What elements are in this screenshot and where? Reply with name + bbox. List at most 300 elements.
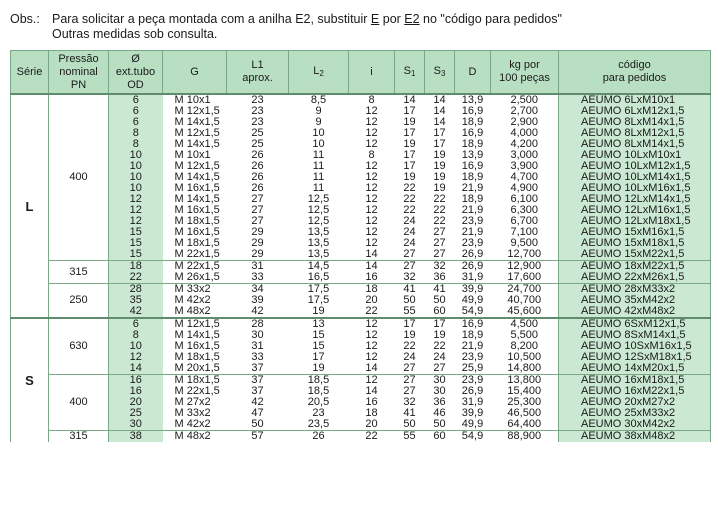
header-l1: L1 aprox. bbox=[227, 51, 289, 95]
table-cell: 12 bbox=[349, 375, 395, 387]
order-code-cell: AEUMO 15xM22x1,5 bbox=[559, 249, 711, 261]
table-cell: 27 bbox=[433, 362, 446, 374]
table-cell: 12,5 bbox=[307, 193, 330, 205]
table-cell: 35 bbox=[109, 295, 163, 306]
table-cell: 19 bbox=[433, 329, 446, 341]
table-cell: 41 bbox=[395, 284, 425, 296]
table-cell: 16 bbox=[365, 271, 378, 283]
order-code-cell: AEUMO 16xM18x1,5 bbox=[559, 375, 711, 387]
table-cell: 22 bbox=[403, 340, 416, 352]
table-cell: 4,500 bbox=[491, 318, 559, 330]
header-s1: $S_1$ bbox=[395, 51, 425, 95]
table-cell: 13,800 bbox=[491, 375, 559, 387]
table-cell: 16,9 bbox=[461, 127, 484, 139]
table-cell: 24,700 bbox=[491, 284, 559, 296]
table-cell: 37 bbox=[227, 375, 289, 387]
table-cell: 12 bbox=[365, 204, 378, 216]
table-cell: 12,5 bbox=[307, 215, 330, 227]
table-cell: 14 bbox=[349, 261, 395, 273]
table-cell: 12 bbox=[365, 116, 378, 128]
table-cell: 14 bbox=[109, 363, 163, 375]
table-cell: 28 bbox=[227, 318, 289, 330]
table-cell: 49,9 bbox=[461, 418, 484, 430]
table-cell: 5,500 bbox=[510, 329, 539, 341]
table-cell: 27 bbox=[403, 362, 416, 374]
header-d: D bbox=[455, 51, 491, 95]
header-weight: kg por 100 peças bbox=[491, 51, 559, 95]
table-cell: 33 bbox=[251, 351, 264, 363]
order-code-cell: AEUMO 12LxM18x1,5 bbox=[559, 216, 711, 227]
table-cell: 18,9 bbox=[461, 329, 484, 341]
table-cell: 6 bbox=[109, 117, 163, 128]
order-code-cell: AEUMO 12SxM18x1,5 bbox=[559, 352, 711, 363]
table-cell: 36 bbox=[433, 271, 446, 283]
table-cell: 16 bbox=[109, 375, 163, 387]
observations-note bbox=[10, 12, 562, 42]
order-code-cell: AEUMO 10LxM14x1,5 bbox=[559, 172, 711, 183]
table-cell: 39,9 bbox=[461, 407, 484, 419]
table-cell: 8,5 bbox=[289, 94, 349, 106]
table-cell: 26 bbox=[251, 149, 264, 161]
table-cell: 50 bbox=[433, 418, 446, 430]
table-cell: 19 bbox=[403, 116, 416, 128]
table-cell: M 20x1,5 bbox=[174, 362, 220, 374]
table-cell: M 16x1,5 bbox=[174, 204, 220, 216]
table-cell: 26 bbox=[251, 160, 264, 172]
table-cell: 23,9 bbox=[455, 375, 491, 387]
table-cell: 7,100 bbox=[510, 226, 539, 238]
table-cell: 20,5 bbox=[307, 396, 330, 408]
table-cell: M 27x2 bbox=[174, 396, 211, 408]
table-cell: 15 bbox=[109, 227, 163, 238]
table-cell: 15 bbox=[109, 249, 163, 261]
table-cell: 14 bbox=[433, 105, 446, 117]
table-cell: 9 bbox=[315, 105, 322, 117]
note-line-1: Obs.: Para solicitar a peça montada com a anilha E2, substituir E por E2 no "código para pedidos" bbox=[10, 12, 562, 26]
table-cell: 17 bbox=[312, 351, 325, 363]
table-cell: 12 bbox=[365, 237, 378, 249]
table-cell: 10 bbox=[109, 150, 163, 161]
order-code-cell: AEUMO 12LxM14x1,5 bbox=[559, 194, 711, 205]
header-od: Ø ext.tubo OD bbox=[109, 51, 163, 95]
table-cell: 27 bbox=[433, 248, 446, 260]
table-cell: 8,200 bbox=[510, 340, 539, 352]
order-code-cell: AEUMO 10SxM16x1,5 bbox=[559, 341, 711, 352]
order-code-cell: AEUMO 8LxM14x1,5 bbox=[559, 117, 711, 128]
table-cell: 15 bbox=[109, 238, 163, 249]
table-cell: 16 bbox=[109, 386, 163, 397]
table-cell: 6 bbox=[109, 106, 163, 117]
table-cell: 30 bbox=[425, 375, 455, 387]
table-cell: 12,700 bbox=[507, 248, 542, 260]
table-cell: 30 bbox=[109, 419, 163, 431]
table-cell: 55 bbox=[395, 431, 425, 443]
table-cell: 17 bbox=[433, 127, 446, 139]
table-cell: 8 bbox=[109, 128, 163, 139]
table-cell: 18 bbox=[109, 261, 163, 273]
table-cell: 31,9 bbox=[461, 396, 484, 408]
table-cell: 18 bbox=[349, 284, 395, 296]
table-cell: 38 bbox=[109, 431, 163, 443]
table-row bbox=[11, 306, 711, 318]
table-cell: 45,600 bbox=[507, 305, 542, 317]
table-cell: 15 bbox=[312, 329, 325, 341]
table-cell: 4,900 bbox=[510, 182, 539, 194]
table-cell: 12 bbox=[365, 138, 378, 150]
table-cell: 18 bbox=[365, 407, 378, 419]
table-cell: 17 bbox=[403, 149, 416, 161]
table-cell: M 18x1,5 bbox=[174, 215, 220, 227]
table-cell: 13,9 bbox=[455, 94, 491, 106]
table-cell: 50 bbox=[403, 294, 416, 306]
table-cell: 8 bbox=[368, 149, 375, 161]
table-cell: 16 bbox=[365, 396, 378, 408]
table-cell: 17 bbox=[395, 318, 425, 330]
table-cell: 13,9 bbox=[461, 149, 484, 161]
table-cell: 23,9 bbox=[461, 237, 484, 249]
order-code-cell: AEUMO 20xM27x2 bbox=[559, 397, 711, 408]
order-code-cell: AEUMO 8SxM14x1,5 bbox=[559, 330, 711, 341]
order-code-cell: AEUMO 6SxM12x1,5 bbox=[559, 318, 711, 330]
table-cell: 16,9 bbox=[461, 160, 484, 172]
table-cell: 12 bbox=[365, 127, 378, 139]
table-cell: 11 bbox=[312, 182, 325, 194]
table-cell: 22 bbox=[365, 305, 378, 317]
order-code-cell: AEUMO 15xM18x1,5 bbox=[559, 238, 711, 249]
table-cell: 12 bbox=[365, 351, 378, 363]
order-code-cell: AEUMO 8LxM14x1,5 bbox=[559, 139, 711, 150]
order-code-cell: AEUMO 12LxM16x1,5 bbox=[559, 205, 711, 216]
table-cell: 4,000 bbox=[510, 127, 539, 139]
table-cell: 18,5 bbox=[289, 375, 349, 387]
table-cell: 9 bbox=[315, 116, 322, 128]
table-cell: 4,200 bbox=[510, 138, 539, 150]
table-cell: 18,9 bbox=[461, 116, 484, 128]
table-cell: 11 bbox=[312, 171, 325, 183]
table-body bbox=[11, 94, 711, 442]
table-cell: M 22x1,5 bbox=[174, 385, 220, 397]
table-cell: 24 bbox=[403, 237, 416, 249]
table-cell: M 14x1,5 bbox=[174, 138, 220, 150]
header-pressure: Pressão nominal PN bbox=[49, 51, 109, 95]
table-cell: 34 bbox=[227, 284, 289, 296]
table-cell: 26,9 bbox=[461, 385, 484, 397]
order-code-cell: AEUMO 8LxM12x1,5 bbox=[559, 128, 711, 139]
table-cell: 23 bbox=[251, 116, 264, 128]
table-cell: 16,9 bbox=[461, 105, 484, 117]
table-cell: 12 bbox=[365, 215, 378, 227]
table-cell: 10,500 bbox=[507, 351, 542, 363]
order-code-cell: AEUMO 22xM26x1,5 bbox=[559, 272, 711, 284]
table-row bbox=[11, 363, 711, 375]
table-cell: 11 bbox=[312, 149, 325, 161]
table-cell: 21,9 bbox=[461, 204, 484, 216]
table-cell: 13,5 bbox=[307, 248, 330, 260]
table-cell: 31,9 bbox=[461, 271, 484, 283]
table-cell: 19 bbox=[403, 138, 416, 150]
table-cell: M 14x1,5 bbox=[174, 116, 220, 128]
order-code-cell: AEUMO 28xM33x2 bbox=[559, 284, 711, 296]
table-cell: 19 bbox=[403, 329, 416, 341]
order-code-cell: AEUMO 42xM48x2 bbox=[559, 306, 711, 318]
table-cell: 2,700 bbox=[510, 105, 539, 117]
table-cell: 2,900 bbox=[510, 116, 539, 128]
header-g: G bbox=[163, 51, 227, 95]
pressure-cell: 250 bbox=[49, 284, 109, 319]
table-cell: 64,400 bbox=[507, 418, 542, 430]
table-cell: 32 bbox=[403, 396, 416, 408]
serie-cell: S bbox=[11, 318, 49, 442]
table-cell: 10 bbox=[312, 138, 325, 150]
table-cell: 10 bbox=[109, 183, 163, 194]
order-code-cell: AEUMO 10LxM16x1,5 bbox=[559, 183, 711, 194]
table-cell: 37 bbox=[251, 385, 264, 397]
table-cell: M 18x1,5 bbox=[174, 237, 220, 249]
table-cell: 20 bbox=[109, 397, 163, 408]
table-cell: M 26x1,5 bbox=[174, 271, 220, 283]
table-cell: 22 bbox=[433, 215, 446, 227]
table-cell: 25,9 bbox=[461, 362, 484, 374]
note-label: Obs.: bbox=[10, 12, 40, 26]
table-cell: 27 bbox=[251, 215, 264, 227]
table-cell: 13 bbox=[289, 318, 349, 330]
order-code-cell: AEUMO 38xM48x2 bbox=[559, 431, 711, 443]
note-line-2: Outras medidas sob consulta. bbox=[52, 27, 218, 41]
table-cell: 12 bbox=[365, 226, 378, 238]
table-cell: 23 bbox=[312, 407, 325, 419]
table-cell: 12,900 bbox=[491, 261, 559, 273]
table-cell: 18,9 bbox=[461, 171, 484, 183]
table-cell: 12 bbox=[365, 182, 378, 194]
table-cell: 12 bbox=[109, 352, 163, 363]
table-cell: 26 bbox=[251, 171, 264, 183]
order-code-cell: AEUMO 25xM33x2 bbox=[559, 408, 711, 419]
table-row bbox=[11, 431, 711, 443]
table-cell: 26 bbox=[289, 431, 349, 443]
table-cell: 12 bbox=[109, 205, 163, 216]
table-cell: M 48x2 bbox=[163, 431, 227, 443]
table-cell: M 18x1,5 bbox=[174, 351, 220, 363]
table-cell: 12 bbox=[365, 171, 378, 183]
table-cell: 19 bbox=[433, 149, 446, 161]
table-row bbox=[11, 249, 711, 261]
table-cell: 14 bbox=[425, 94, 455, 106]
table-cell: 27 bbox=[433, 237, 446, 249]
table-cell: 42 bbox=[251, 305, 264, 317]
table-cell: 22 bbox=[403, 182, 416, 194]
table-cell: 12 bbox=[365, 340, 378, 352]
table-cell: 50 bbox=[403, 418, 416, 430]
table-cell: 12 bbox=[109, 216, 163, 227]
table-cell: M 10x1 bbox=[174, 149, 211, 161]
table-cell: 16,5 bbox=[307, 271, 330, 283]
table-cell: 42 bbox=[109, 306, 163, 318]
table-cell: M 14x1,5 bbox=[174, 329, 220, 341]
table-cell: 27 bbox=[403, 385, 416, 397]
table-cell: 8 bbox=[349, 94, 395, 106]
table-cell: 27 bbox=[251, 204, 264, 216]
order-code-cell: AEUMO 16xM22x1,5 bbox=[559, 386, 711, 397]
table-cell: 24 bbox=[403, 215, 416, 227]
table-cell: M 16x1,5 bbox=[174, 226, 220, 238]
table-cell: 9,500 bbox=[510, 237, 539, 249]
table-cell: 17 bbox=[433, 138, 446, 150]
table-cell: 27 bbox=[395, 375, 425, 387]
table-cell: 60 bbox=[433, 305, 446, 317]
table-cell: M 12x1,5 bbox=[174, 127, 220, 139]
table-cell: M 14x1,5 bbox=[174, 171, 220, 183]
table-cell: 18,9 bbox=[461, 138, 484, 150]
table-cell: 25 bbox=[251, 138, 264, 150]
table-cell: 14,5 bbox=[289, 261, 349, 273]
serie-cell: L bbox=[11, 94, 49, 318]
order-code-cell: AEUMO 6LxM10x1 bbox=[559, 94, 711, 106]
table-cell: 23 bbox=[227, 94, 289, 106]
table-cell: 46 bbox=[433, 407, 446, 419]
table-cell: 24 bbox=[403, 226, 416, 238]
table-cell: 23,9 bbox=[461, 215, 484, 227]
table-cell: 2,500 bbox=[491, 94, 559, 106]
table-cell: 19 bbox=[433, 182, 446, 194]
table-cell: 49,9 bbox=[461, 294, 484, 306]
table-cell: 19 bbox=[433, 171, 446, 183]
table-cell: 32 bbox=[425, 261, 455, 273]
table-cell: 6,700 bbox=[510, 215, 539, 227]
table-row bbox=[11, 272, 711, 284]
table-cell: 6,100 bbox=[510, 193, 539, 205]
table-cell: 12 bbox=[365, 329, 378, 341]
table-cell: M 18x1,5 bbox=[163, 375, 227, 387]
header-serie: Série bbox=[11, 51, 49, 95]
table-cell: 32 bbox=[403, 271, 416, 283]
table-cell: M 14x1,5 bbox=[174, 193, 220, 205]
table-cell: M 22x1,5 bbox=[163, 261, 227, 273]
table-cell: 31 bbox=[227, 261, 289, 273]
table-cell: 50 bbox=[251, 418, 264, 430]
table-cell: 24 bbox=[403, 351, 416, 363]
table-cell: 14 bbox=[365, 385, 378, 397]
table-cell: M 12x1,5 bbox=[163, 318, 227, 330]
table-cell: 21,9 bbox=[461, 182, 484, 194]
table-cell: 33 bbox=[251, 271, 264, 283]
order-code-cell: AEUMO 10LxM12x1,5 bbox=[559, 161, 711, 172]
table-cell: 10 bbox=[109, 161, 163, 172]
table-cell: 8 bbox=[109, 330, 163, 341]
table-cell: 26 bbox=[251, 182, 264, 194]
table-cell: M 12x1,5 bbox=[174, 105, 220, 117]
table-cell: 18,9 bbox=[461, 193, 484, 205]
table-cell: M 48x2 bbox=[174, 305, 211, 317]
table-cell: 55 bbox=[403, 305, 416, 317]
table-cell: 22 bbox=[109, 272, 163, 284]
pressure-cell: 315 bbox=[49, 261, 109, 284]
table-cell: 12 bbox=[365, 105, 378, 117]
table-cell: 31 bbox=[251, 340, 264, 352]
table-cell: 47 bbox=[251, 407, 264, 419]
table-cell: 36 bbox=[433, 396, 446, 408]
table-cell: 17,5 bbox=[289, 284, 349, 296]
table-cell: 14 bbox=[395, 94, 425, 106]
table-cell: 39 bbox=[251, 294, 264, 306]
table-cell: 20 bbox=[365, 418, 378, 430]
table-cell: 37 bbox=[251, 362, 264, 374]
table-cell: 30 bbox=[251, 329, 264, 341]
table-cell: 25 bbox=[109, 408, 163, 419]
table-cell: 13,5 bbox=[307, 226, 330, 238]
table-cell: 11 bbox=[312, 160, 325, 172]
table-cell: 17,600 bbox=[507, 271, 542, 283]
table-cell: 25 bbox=[251, 127, 264, 139]
table-cell: M 10x1 bbox=[163, 94, 227, 106]
table-cell: 41 bbox=[425, 284, 455, 296]
table-cell: 12,5 bbox=[307, 204, 330, 216]
table-cell: 6 bbox=[109, 94, 163, 106]
table-cell: 22 bbox=[403, 193, 416, 205]
table-cell: 17,5 bbox=[307, 294, 330, 306]
table-cell: 27 bbox=[433, 226, 446, 238]
table-cell: 60 bbox=[425, 431, 455, 443]
table-cell: 41 bbox=[403, 407, 416, 419]
table-header-row bbox=[11, 51, 711, 95]
table-cell: 12 bbox=[365, 160, 378, 172]
table-cell: 14 bbox=[365, 248, 378, 260]
table-cell: 3,000 bbox=[510, 149, 539, 161]
table-cell: 19 bbox=[312, 305, 325, 317]
pressure-cell: 630 bbox=[49, 318, 109, 375]
table-cell: 17 bbox=[425, 318, 455, 330]
table-cell: 10 bbox=[109, 341, 163, 352]
table-cell: 50 bbox=[433, 294, 446, 306]
table-cell: 28 bbox=[109, 284, 163, 296]
table-cell: 14,800 bbox=[507, 362, 542, 374]
specification-table bbox=[10, 50, 711, 442]
table-cell: M 12x1,5 bbox=[174, 160, 220, 172]
table-cell: 23,9 bbox=[461, 351, 484, 363]
table-cell: 19 bbox=[312, 362, 325, 374]
table-cell: 4,700 bbox=[510, 171, 539, 183]
table-cell: 57 bbox=[227, 431, 289, 443]
table-cell: M 33x2 bbox=[174, 407, 211, 419]
table-cell: 22 bbox=[433, 340, 446, 352]
table-cell: 17 bbox=[403, 160, 416, 172]
pressure-cell: 315 bbox=[49, 431, 109, 443]
table-cell: 10 bbox=[312, 127, 325, 139]
table-cell: 23,5 bbox=[307, 418, 330, 430]
table-cell: 6 bbox=[109, 318, 163, 330]
table-cell: 27 bbox=[251, 193, 264, 205]
table-cell: 23 bbox=[251, 105, 264, 117]
pressure-cell: 400 bbox=[49, 375, 109, 431]
table-cell: M 33x2 bbox=[163, 284, 227, 296]
table-cell: 40,700 bbox=[507, 294, 542, 306]
table-cell: M 42x2 bbox=[174, 418, 211, 430]
table-cell: 29 bbox=[251, 248, 264, 260]
table-cell: 18,5 bbox=[307, 385, 330, 397]
table-cell: 6,300 bbox=[510, 204, 539, 216]
order-code-cell: AEUMO 35xM42x2 bbox=[559, 295, 711, 306]
order-code-cell: AEUMO 30xM42x2 bbox=[559, 419, 711, 431]
table-cell: M 16x1,5 bbox=[174, 340, 220, 352]
table-cell: M 16x1,5 bbox=[174, 182, 220, 194]
table-cell: M 42x2 bbox=[174, 294, 211, 306]
table-cell: 12 bbox=[365, 193, 378, 205]
table-cell: 22 bbox=[403, 204, 416, 216]
order-code-cell: AEUMO 18xM22x1,5 bbox=[559, 261, 711, 273]
table-cell: 3,900 bbox=[510, 160, 539, 172]
table-cell: 8 bbox=[109, 139, 163, 150]
header-order-code: código para pedidos bbox=[559, 51, 711, 95]
table-cell: 26,9 bbox=[461, 248, 484, 260]
